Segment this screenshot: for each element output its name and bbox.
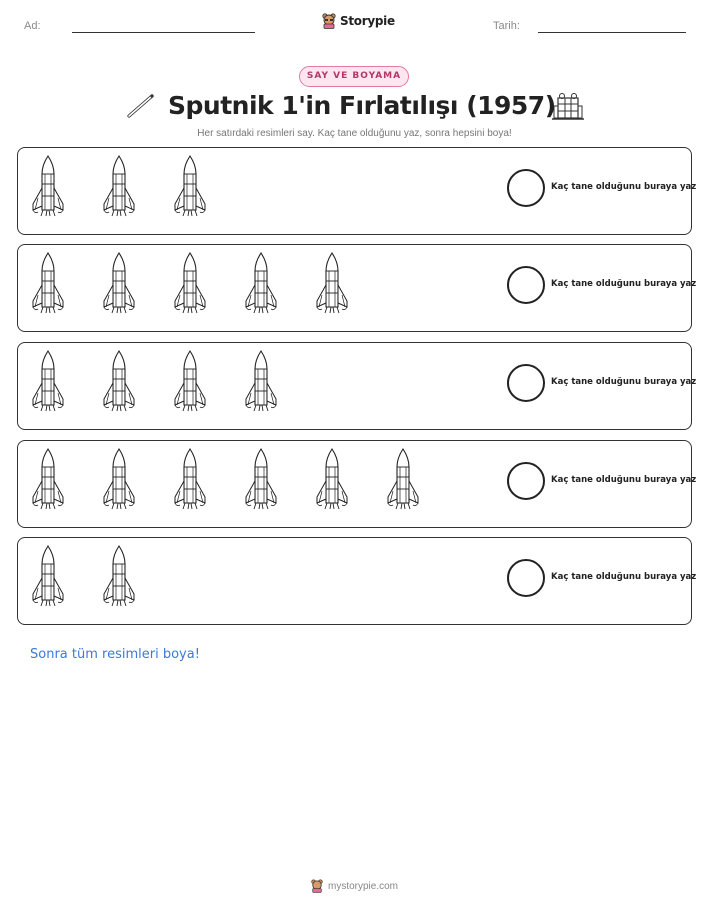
rocket-icon[interactable]	[171, 251, 209, 323]
rocket-icon[interactable]	[242, 447, 280, 519]
rocket-icon[interactable]	[29, 251, 67, 323]
rocket-icon[interactable]	[313, 251, 351, 323]
answer-circle[interactable]	[507, 169, 545, 207]
answer-label: Kaç tane olduğunu buraya yaz	[551, 572, 697, 582]
answer-label: Kaç tane olduğunu buraya yaz	[551, 377, 697, 387]
footer-site	[0, 879, 709, 893]
brand-name: Storypie	[340, 14, 395, 28]
rocket-icon[interactable]	[29, 544, 67, 616]
instructions: Her satırdaki resimleri say. Kaç tane olduğunu yaz, sonra hepsini boya!	[197, 128, 512, 139]
bear-mascot-icon	[322, 13, 336, 29]
activity-badge: SAY VE BOYAMA	[299, 66, 409, 87]
rocket-icon[interactable]	[100, 349, 138, 421]
answer-circle[interactable]	[507, 266, 545, 304]
answer-circle[interactable]	[507, 559, 545, 597]
date-line[interactable]	[538, 32, 686, 33]
answer-label: Kaç tane olduğunu buraya yaz	[551, 182, 697, 192]
launch-pad-icon	[552, 92, 584, 122]
antenna-icon	[126, 92, 156, 120]
brand-logo	[322, 13, 395, 29]
rocket-icon[interactable]	[171, 154, 209, 226]
count-row	[17, 440, 697, 528]
answer-label: Kaç tane olduğunu buraya yaz	[551, 475, 697, 485]
rocket-icon[interactable]	[29, 447, 67, 519]
bear-mascot-icon	[311, 879, 323, 893]
count-row	[17, 342, 697, 430]
count-row	[17, 244, 697, 332]
rocket-icon[interactable]	[100, 251, 138, 323]
rocket-icon[interactable]	[29, 154, 67, 226]
date-label: Tarih:	[493, 20, 520, 32]
rocket-icon[interactable]	[100, 154, 138, 226]
count-row	[17, 537, 697, 625]
page-title: Sputnik 1'in Fırlatılışı (1957)	[168, 91, 556, 120]
answer-circle[interactable]	[507, 364, 545, 402]
answer-circle[interactable]	[507, 462, 545, 500]
rocket-icon[interactable]	[242, 251, 280, 323]
name-line[interactable]	[72, 32, 255, 33]
rocket-icon[interactable]	[313, 447, 351, 519]
rocket-icon[interactable]	[171, 447, 209, 519]
rocket-icon[interactable]	[384, 447, 422, 519]
rocket-icon[interactable]	[29, 349, 67, 421]
count-row	[17, 147, 697, 235]
name-label: Ad:	[24, 20, 41, 32]
rocket-icon[interactable]	[171, 349, 209, 421]
rocket-icon[interactable]	[100, 544, 138, 616]
rocket-icon[interactable]	[100, 447, 138, 519]
answer-label: Kaç tane olduğunu buraya yaz	[551, 279, 697, 289]
footer-url[interactable]: mystorypie.com	[327, 880, 398, 892]
coloring-note: Sonra tüm resimleri boya!	[30, 647, 200, 662]
rocket-icon[interactable]	[242, 349, 280, 421]
